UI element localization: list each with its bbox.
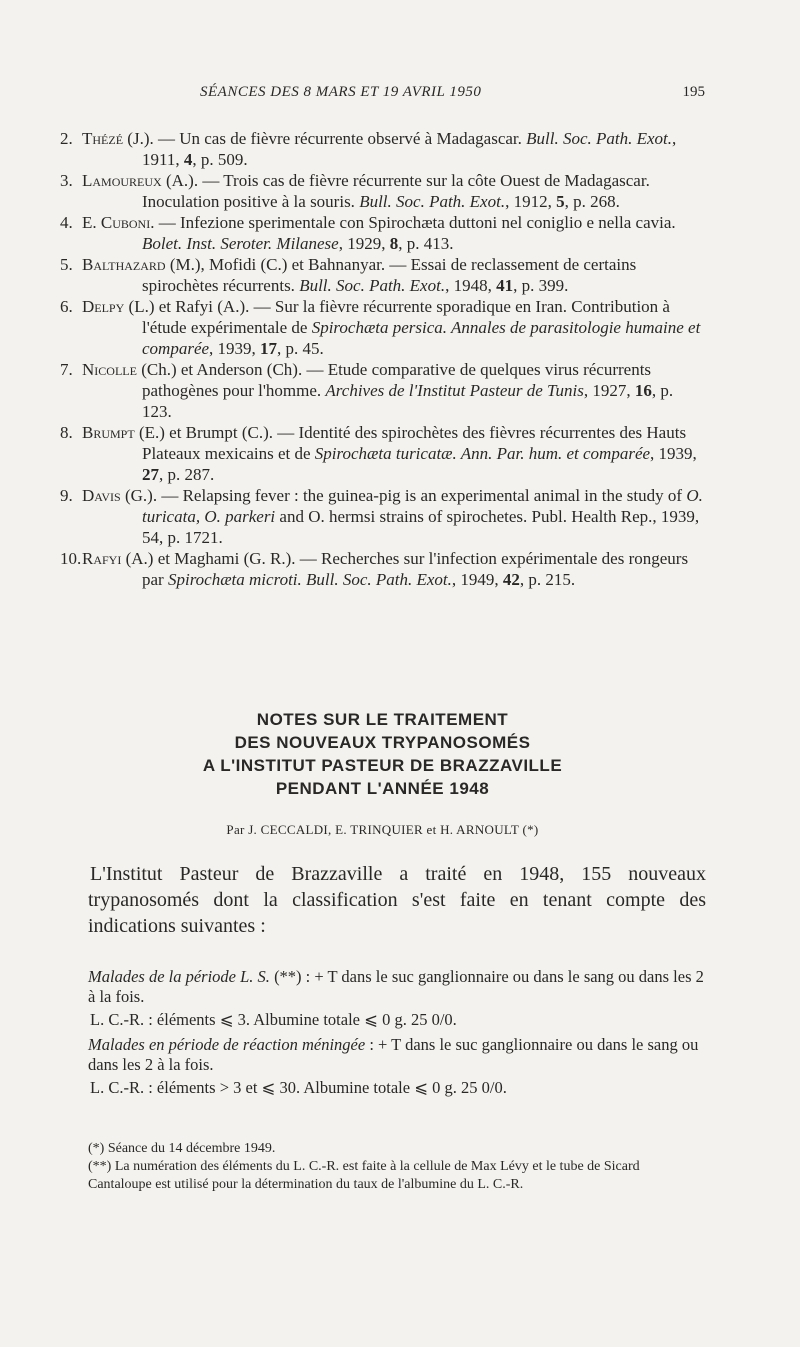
reference-year: , 1927, xyxy=(583,381,635,400)
reference-pages: , p. 399. xyxy=(513,276,569,295)
reference-item xyxy=(60,422,705,485)
reference-volume: 27 xyxy=(142,465,159,484)
reference-journal: Spirochæta persica. Annales de parasitologie humaine et comparée xyxy=(142,318,701,358)
reference-item xyxy=(60,359,705,422)
reference-author: Nicolle xyxy=(82,360,137,379)
reference-text: . — Infezione sperimentale con Spirochæta duttoni nel coniglio e nella cavia. xyxy=(150,213,676,232)
reference-text: (G.). — Relapsing fever : the guinea-pig is an experimental animal in the study of xyxy=(120,486,687,505)
reference-volume: 16 xyxy=(634,381,652,400)
reference-year: , 1939, xyxy=(650,444,697,463)
reference-journal: O. turicata, O. parkeri xyxy=(142,486,703,526)
reference-year: , 1911, xyxy=(142,129,677,169)
reference-journal: Bull. Soc. Path. Exot. xyxy=(359,192,506,211)
reference-author: Thézé xyxy=(82,129,124,148)
reference-journal: Bull. Soc. Path. Exot. xyxy=(299,276,446,295)
reference-author: Balthazard xyxy=(82,255,166,274)
reference-number: 7. xyxy=(60,360,73,379)
reference-text: (A.) et Maghami (G. R.). — Recherches sur l'infection expérimentale des rongeurs par xyxy=(121,549,689,589)
reference-number: 9. xyxy=(60,486,73,505)
title-line: DES NOUVEAUX TRYPANOSOMÉS xyxy=(234,733,531,752)
reference-pages: , p. 287. xyxy=(159,465,215,484)
footnote: (*) Séance du 14 décembre 1949. xyxy=(88,1141,276,1156)
reference-text: (Ch.) et Anderson (Ch). — Etude comparative de quelques virus récurrents pathogènes pour l'homme. xyxy=(136,360,652,400)
reference-number: 6. xyxy=(60,297,73,316)
reference-journal: Bolet. Inst. Seroter. Milanese xyxy=(142,234,339,253)
criterion-text: : + T dans le suc ganglionnaire ou dans le sang ou dans les 2 à la fois. xyxy=(88,1035,699,1074)
reference-pages: , p. 268. xyxy=(564,192,620,211)
article-title xyxy=(60,708,705,800)
reference-year: and xyxy=(275,507,309,526)
reference-number: 5. xyxy=(60,255,73,274)
reference-text: (A.). — Trois cas de fièvre récurrente sur la côte Ouest de Madagascar. Inoculation positive à la souris. xyxy=(142,171,650,211)
reference-volume: 42 xyxy=(502,570,520,589)
reference-author: Rafyi xyxy=(82,549,122,568)
reference-pages: , p. 215. xyxy=(519,570,576,589)
reference-volume: 8 xyxy=(389,234,399,253)
reference-year: , 1948, xyxy=(445,276,497,295)
reference-author: Lamoureux xyxy=(82,171,162,190)
reference-item xyxy=(60,548,705,590)
title-line: PENDANT L'ANNÉE 1948 xyxy=(275,779,490,798)
reference-list xyxy=(60,128,705,590)
title-line: NOTES SUR LE TRAITEMENT xyxy=(256,710,509,729)
criterion-text: L. C.-R. : éléments > 3 et ⩽ 30. Albumine totale ⩽ 0 g. 25 0/0. xyxy=(90,1078,507,1097)
reference-text: (M.), Mofidi (C.) et Bahnanyar. — Essai de reclassement de certains spirochètes récurrents. xyxy=(142,255,637,295)
reference-text: (J.). — Un cas de fièvre récurrente observé à Madagascar. xyxy=(123,129,527,148)
running-title: SÉANCES DES 8 MARS ET 19 AVRIL 1950 xyxy=(200,84,482,100)
reference-author: Brumpt xyxy=(82,423,135,442)
reference-year: , 1949, xyxy=(451,570,503,589)
reference-author: Delpy xyxy=(82,297,125,316)
reference-number: 10. xyxy=(60,549,82,568)
criterion-heading: Malades de la période L. S. xyxy=(88,967,270,986)
title-line: A L'INSTITUT PASTEUR DE BRAZZAVILLE xyxy=(202,756,563,775)
reference-author: Davis xyxy=(82,486,121,505)
reference-number: 2. xyxy=(60,129,73,148)
criterion-meningee xyxy=(88,1035,706,1075)
reference-pages: O. hermsi strains of spirochetes. Publ. Health Rep., 1939, 54, p. 1721. xyxy=(142,507,700,547)
reference-pages: , p. 509. xyxy=(192,150,248,169)
reference-pages: , p. 123. xyxy=(142,381,674,421)
reference-number: 8. xyxy=(60,423,73,442)
criterion-ls xyxy=(88,967,706,1007)
reference-text: (L.) et Rafyi (A.). — Sur la fièvre récurrente sporadique en Iran. Contribution à l'étude expérimentale de xyxy=(124,297,670,337)
reference-item xyxy=(60,212,705,254)
reference-journal: Spirochæta turicatæ. Ann. Par. hum. et comparée xyxy=(314,444,651,463)
reference-item xyxy=(60,254,705,296)
footnote: (**) La numération des éléments du L. C.-R. est faite à la cellule de Max Lévy et le tube de Sicard Cantaloupe est utilisé pour la détermination du taux de l'albumine du L. C.-R. xyxy=(88,1159,640,1192)
reference-number: 4. xyxy=(60,213,73,232)
reference-pages: , p. 413. xyxy=(398,234,454,253)
criterion-text: L. C.-R. : éléments ⩽ 3. Albumine totale ⩽ 0 g. 25 0/0. xyxy=(90,1010,457,1029)
byline: Par J. CECCALDI, E. TRINQUIER et H. ARNOULT (*) xyxy=(226,822,539,837)
criterion-lcr-2 xyxy=(88,1078,708,1098)
reference-item xyxy=(60,170,705,212)
reference-volume: 4 xyxy=(183,150,193,169)
criterion-lcr-1 xyxy=(88,1010,708,1030)
reference-item xyxy=(60,485,705,548)
reference-volume: 41 xyxy=(496,276,514,295)
reference-number: 3. xyxy=(60,171,73,190)
footnotes xyxy=(88,1140,706,1194)
reference-year: , 1929, xyxy=(338,234,390,253)
reference-item xyxy=(60,296,705,359)
reference-journal: Bull. Soc. Path. Exot. xyxy=(526,129,673,148)
page-number: 195 xyxy=(682,84,705,100)
running-head xyxy=(60,82,705,106)
criterion-text: (**) : + T dans le suc ganglionnaire ou dans le sang ou dans les 2 à la fois. xyxy=(88,967,704,1006)
reference-year: , 1939, xyxy=(209,339,261,358)
reference-journal: Spirochæta microti. Bull. Soc. Path. Exot. xyxy=(167,570,452,589)
lead-paragraph: L'Institut Pasteur de Brazzaville a traité en 1948, 155 nouveaux trypanosomés dont la classification s'est faite en tenant compte des indications suivantes : xyxy=(88,863,706,937)
reference-item xyxy=(60,128,705,170)
reference-volume: 17 xyxy=(260,339,278,358)
reference-author: E. Cuboni xyxy=(82,213,151,232)
reference-journal: Archives de l'Institut Pasteur de Tunis xyxy=(325,381,584,400)
criterion-heading: Malades en période de réaction méningée xyxy=(88,1035,366,1054)
reference-text: (E.) et Brumpt (C.). — Identité des spirochètes des fièvres récurrentes des Hauts Plateaux mexicains et de xyxy=(134,423,687,463)
reference-pages: , p. 45. xyxy=(277,339,324,358)
reference-year: , 1912, xyxy=(505,192,557,211)
reference-volume: 5 xyxy=(556,192,565,211)
